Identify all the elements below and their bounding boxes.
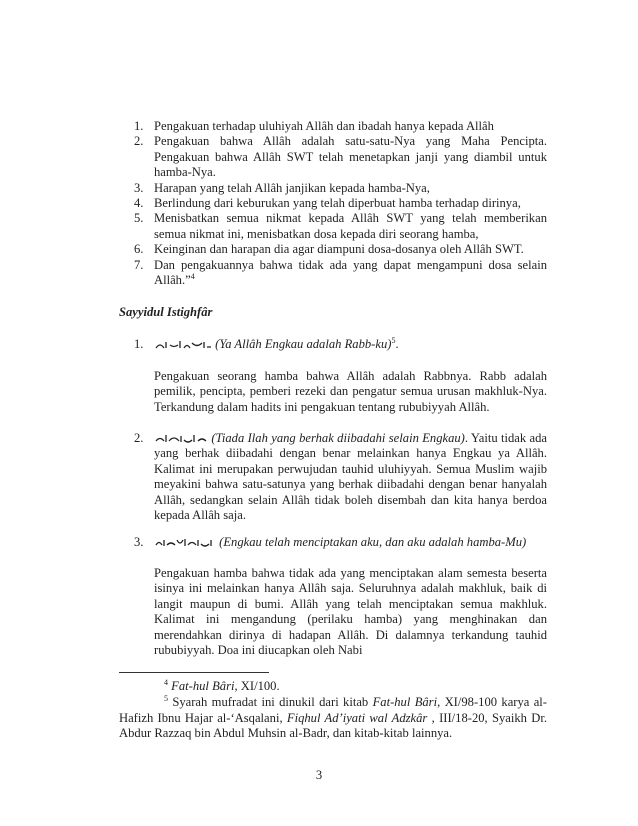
section-number: 1. xyxy=(134,337,144,351)
list-text: Menisbatkan semua nikmat kepada Allâh SWT yang telah memberikan semua nikmat ini, menisbatkan dosa kepada diri seorang hamba, xyxy=(154,211,547,241)
section-number: 2. xyxy=(134,431,144,445)
arabic-script-image xyxy=(154,433,208,445)
section-number: 3. xyxy=(134,535,144,549)
list-item xyxy=(122,134,547,180)
paragraph: Pengakuan seorang hamba bahwa Allâh adalah Rabbnya. Rabb adalah pemilik, pencipta, pemberi rezeki dan pengatur semua urusan makhluk-Nya. Terkandung dalam hadits ini pengakuan tentang rububiyyah Allâh. xyxy=(154,369,547,414)
list-text: Berlindung dari keburukan yang telah diperbuat hamba terhadap dirinya, xyxy=(154,196,521,211)
arabic-script-image xyxy=(154,537,216,549)
list-text xyxy=(154,258,547,289)
list-number: 6. xyxy=(134,242,144,257)
arabic-script-image xyxy=(154,339,212,351)
footnote-number: 5 xyxy=(164,693,168,703)
translation-phrase: (Engkau telah menciptakan aku, dan aku adalah hamba-Mu) xyxy=(219,535,527,549)
footnote-ref[interactable]: 4 xyxy=(190,271,195,281)
paragraph: Pengakuan hamba bahwa tidak ada yang menciptakan alam semesta beserta isinya ini melainkan hanya Allâh saja. Seluruhnya adalah makhluk, baik di langit maupun di bumi. Allâh yang telah menciptakan semua makhluk. Kalimat ini mengandung (perilaku hamba) yang menghinakan dan merendahkan dirinya di hadapan Allâh. Di dalamnya terkandung tauhid rububiyyah. Doa ini diucapkan oleh Nabi xyxy=(154,566,547,658)
list-item xyxy=(122,242,547,257)
list-text: Harapan yang telah Allâh janjikan kepada hamba-Nya, xyxy=(154,180,430,195)
punctuation: . xyxy=(395,337,399,351)
list-number: 7. xyxy=(134,257,144,272)
translation-phrase: (Tiada Ilah yang berhak diibadahi selain Engkau) xyxy=(211,431,465,445)
section-item xyxy=(122,431,547,523)
footnote-text: , XI/98-100 karya al-Hafizh Ibnu Hajar al-‘Asqalani, xyxy=(119,695,547,725)
section-item xyxy=(122,337,547,352)
footnote-source: Fat-hul Bâri xyxy=(171,679,235,693)
list-number: 1. xyxy=(134,119,144,133)
list-text: Keinginan dan harapan dia agar diampuni dosa-dosanya oleh Allâh SWT. xyxy=(154,242,524,257)
page-number: 3 xyxy=(315,768,323,782)
section-heading: Sayyidul Istighfâr xyxy=(119,305,213,319)
list-item xyxy=(122,181,547,196)
footnote xyxy=(119,679,547,695)
list-number: 2. xyxy=(134,134,144,149)
footnote-source: Fat-hul Bâri xyxy=(372,695,438,709)
section-item xyxy=(122,535,547,550)
list-number: 4. xyxy=(134,196,144,211)
footnote-number: 4 xyxy=(164,677,168,687)
section-text: . Yaitu tidak ada yang berhak diibadahi dengan benar melainkan hanya Engkau ya Allâh. Kalimat ini merupakan perwujudan tauhid uluhiyyah. Semua Muslim wajib meyakini bahwa satu-satunya yang berhak diibadahi dengan benar hanyalah Allâh, sedangkan selain Allâh tidak boleh disembah dan kita hanya berdoa kepada Allâh saja. xyxy=(154,431,547,523)
list-item xyxy=(122,258,547,289)
footnote-text: , III/18-20, Syaikh Dr. Abdur Razzaq bin Abdul Muhsin al-Badr, dan kitab-kitab lainnya. xyxy=(119,710,548,741)
translation-phrase: (Ya Allâh Engkau adalah Rabb-ku) xyxy=(215,337,392,351)
list-item xyxy=(122,211,547,242)
footnote-ref[interactable]: 5 xyxy=(391,335,396,345)
list-item xyxy=(122,119,547,134)
footnote-text: Syarah mufradat ini dinukil dari kitab xyxy=(172,695,373,709)
list-text-content: Dan pengakuannya bahwa tidak ada yang dapat mengampuni dosa selain Allâh.” xyxy=(154,257,547,288)
list-item xyxy=(122,196,547,211)
footnote xyxy=(119,695,547,742)
list-text: Pengakuan bahwa Allâh adalah satu-satu-Nya yang Maha Pencipta. Pengakuan bahwa Allâh SWT telah menetapkan janji yang diambil untuk hamba-Nya. xyxy=(154,134,547,180)
list-text: Pengakuan terhadap uluhiyah Allâh dan ibadah hanya kepada Allâh xyxy=(154,119,494,133)
list-number: 5. xyxy=(134,211,144,226)
footnote-source: Fiqhul Ad’iyati wal Adzkâr xyxy=(286,710,428,725)
footnote-text: , XI/100. xyxy=(234,679,280,693)
footnote-divider xyxy=(119,672,269,673)
list-number: 3. xyxy=(134,180,144,195)
numbered-list xyxy=(122,119,547,288)
